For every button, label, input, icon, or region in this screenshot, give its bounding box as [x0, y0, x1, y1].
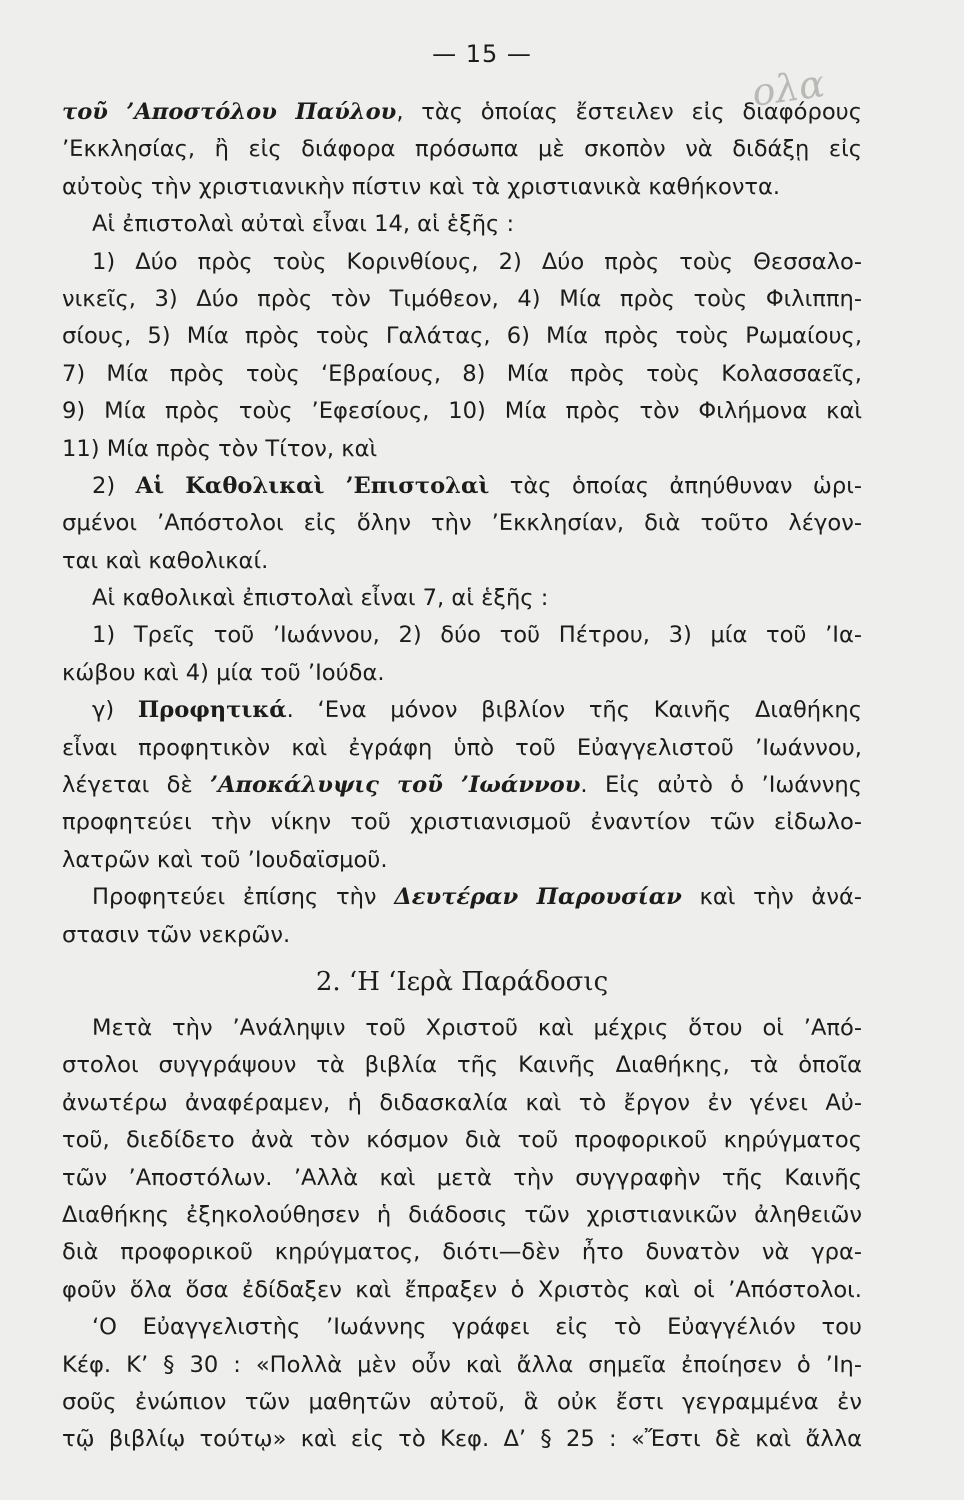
text-line [62, 1160, 862, 1197]
text-line [62, 131, 862, 168]
line-text: προφητεύει τὴν νίκην τοῦ χριστιανισμοῦ ἐναντίον τῶν εἰδωλο- [62, 809, 862, 836]
body-text [62, 94, 862, 1459]
text-line [62, 505, 862, 542]
text-line [62, 169, 862, 206]
page-number: — 15 — [432, 40, 532, 68]
epistles-section [62, 94, 862, 954]
line-text: αὐτοὺς τὴν χριστιανικὴν πίστιν καὶ τὰ χριστιανικὰ καθήκοντα. [62, 173, 781, 200]
text-line [62, 356, 862, 393]
text-line [62, 917, 862, 954]
line-text: Διαθήκης ἐξηκολούθησεν ἡ διάδοσις τῶν χριστιανικῶν ἀληθειῶν [62, 1201, 862, 1228]
line-text: τῷ βιβλίῳ τούτῳ» καὶ εἰς τὸ Κεφ. Δ’ § 25 : «Ἔστι δὲ καὶ ἄλλα [62, 1426, 862, 1453]
emphasis-text: τοῦ ’Αποστόλου Παύλου [62, 99, 397, 125]
text-line [62, 244, 862, 281]
text-line [62, 543, 862, 580]
text-line [62, 1421, 862, 1458]
text-line [62, 1384, 862, 1421]
text-line [62, 617, 862, 654]
emphasis-text: Προφητικά [137, 697, 287, 724]
text-line [62, 1234, 862, 1271]
text-line [62, 431, 862, 468]
text-line [62, 1272, 862, 1309]
line-text: , τὰς ὁποίας ἔστειλεν εἰς διαφόρους [396, 99, 862, 125]
text-line [62, 468, 862, 505]
line-text: Κέφ. Κ’ § 30 : «Πολλὰ μὲν οὖν καὶ ἄλλα σημεῖα ἐποίησεν ὁ ’Ιη- [62, 1351, 862, 1378]
line-text: ‘Ο Εὐαγγελιστὴς ’Ιωάννης γράφει εἰς τὸ Εὐαγγέλιόν του [92, 1314, 862, 1341]
text-line [62, 281, 862, 318]
text-line [62, 730, 862, 767]
line-text: κώβου καὶ 4) μία τοῦ ’Ιούδα. [62, 659, 385, 686]
text-line [62, 1085, 862, 1122]
tradition-section [62, 1010, 862, 1459]
line-text: ἀνωτέρω ἀναφέραμεν, ἡ διδασκαλία καὶ τὸ ἔργον ἐν γένει Αὐ- [62, 1089, 862, 1116]
line-text: . ‘Ενα μόνον βιβλίον τῆς Καινῆς Διαθήκης [286, 697, 862, 724]
text-line [62, 318, 862, 355]
line-text: Προφητεύει ἐπίσης τὴν [92, 884, 395, 911]
text-line [62, 1197, 862, 1234]
line-text: λέγεται δὲ [62, 772, 211, 799]
line-text: Αἱ ἐπιστολαὶ αὐταὶ εἶναι 14, αἱ ἑξῆς : [92, 211, 515, 238]
emphasis-text: ’Αποκάλυψις τοῦ ’Ιωάννου [210, 772, 581, 799]
text-line [62, 804, 862, 841]
text-line [62, 879, 862, 916]
text-line [62, 692, 862, 729]
section-heading: 2. ‘Η ‘Ιερὰ Παράδοσις [315, 966, 609, 997]
line-text: ’Εκκλησίας, ἢ εἰς διάφορα πρόσωπα μὲ σκοπὸν νὰ διδάξῃ εἰς [62, 136, 862, 163]
line-text: νικεῖς, 3) Δύο πρὸς τὸν Τιμόθεον, 4) Μία πρὸς τοὺς Φιλιππη- [62, 285, 862, 312]
line-text: τῶν ’Αποστόλων. ’Αλλὰ καὶ μετὰ τὴν συγγραφὴν τῆς Καινῆς [62, 1164, 862, 1191]
text-line [62, 393, 862, 430]
line-text: σμένοι ’Απόστολοι εἰς ὅλην τὴν ’Εκκλησίαν, διὰ τοῦτο λέγον- [62, 510, 862, 537]
text-line [62, 1347, 862, 1384]
emphasis-text: Δευτέραν Παρουσίαν [394, 884, 682, 911]
line-text: στολοι συγγράψουν τὰ βιβλία τῆς Καινῆς Διαθήκης, τὰ ὁποῖα [62, 1052, 862, 1079]
line-text: σίους, 5) Μία πρὸς τοὺς Γαλάτας, 6) Μία πρὸς τοὺς Ρωμαίους, [62, 323, 862, 350]
line-text: 1) Δύο πρὸς τοὺς Κορινθίους, 2) Δύο πρὸς τοὺς Θεσσαλο- [92, 248, 862, 275]
line-text: καὶ τὴν ἀνά- [681, 884, 862, 911]
line-text: 11) Μία πρὸς τὸν Τίτον, καὶ [62, 435, 378, 462]
text-line [62, 1122, 862, 1159]
handwritten-annotation: ολα [749, 61, 828, 115]
line-text: φοῦν ὅλα ὅσα ἐδίδαξεν καὶ ἔπραξεν ὁ Χριστὸς καὶ οἱ ’Απόστολοι. [62, 1276, 862, 1303]
line-text: τὰς ὁποίας ἀπηύθυναν ὡρι- [489, 472, 862, 499]
line-text: γ) [92, 697, 138, 724]
line-text: 1) Τρεῖς τοῦ ’Ιωάννου, 2) δύο τοῦ Πέτρου, 3) μία τοῦ ’Ια- [92, 622, 862, 649]
line-text: Μετὰ τὴν ’Ανάληψιν τοῦ Χριστοῦ καὶ μέχρις ὅτου οἱ ’Από- [92, 1014, 862, 1041]
text-line [62, 580, 862, 617]
emphasis-text: Αἱ Καθολικαὶ ’Επιστολαὶ [135, 472, 490, 499]
text-line [62, 1047, 862, 1084]
line-text: 9) Μία πρὸς τοὺς ’Εφεσίους, 10) Μία πρὸς τὸν Φιλήμονα καὶ [62, 398, 862, 425]
text-line [62, 1309, 862, 1346]
text-line [62, 1010, 862, 1047]
line-text: διὰ προφορικοῦ κηρύγματος, διότι—δὲν ἦτο δυνατὸν νὰ γρα- [62, 1239, 862, 1266]
text-line [62, 655, 862, 692]
text-line [62, 94, 862, 131]
line-text: Αἱ καθολικαὶ ἐπιστολαὶ εἶναι 7, αἱ ἑξῆς : [92, 585, 549, 612]
line-text: . Εἰς αὐτὸ ὁ ’Ιωάννης [580, 772, 862, 799]
line-text: ται καὶ καθολικαί. [62, 547, 269, 574]
line-text: 7) Μία πρὸς τοὺς ‘Εβραίους, 8) Μία πρὸς τοὺς Κολασσαεῖς, [62, 360, 862, 387]
line-text: εἶναι προφητικὸν καὶ ἐγράφη ὑπὸ τοῦ Εὐαγγελιστοῦ ’Ιωάννου, [62, 734, 862, 761]
line-text: στασιν τῶν νεκρῶν. [62, 921, 291, 948]
line-text: τοῦ, διεδίδετο ἀνὰ τὸν κόσμον διὰ τοῦ προφορικοῦ κηρύγματος [62, 1127, 862, 1154]
text-line [62, 206, 862, 243]
text-line [62, 842, 862, 879]
line-text: λατρῶν καὶ τοῦ ’Ιουδαϊσμοῦ. [62, 846, 388, 873]
text-line [62, 767, 862, 804]
line-text: 2) [92, 472, 136, 499]
line-text: σοῦς ἐνώπιον τῶν μαθητῶν αὐτοῦ, ἃ οὐκ ἔστι γεγραμμένα ἐν [62, 1388, 862, 1415]
